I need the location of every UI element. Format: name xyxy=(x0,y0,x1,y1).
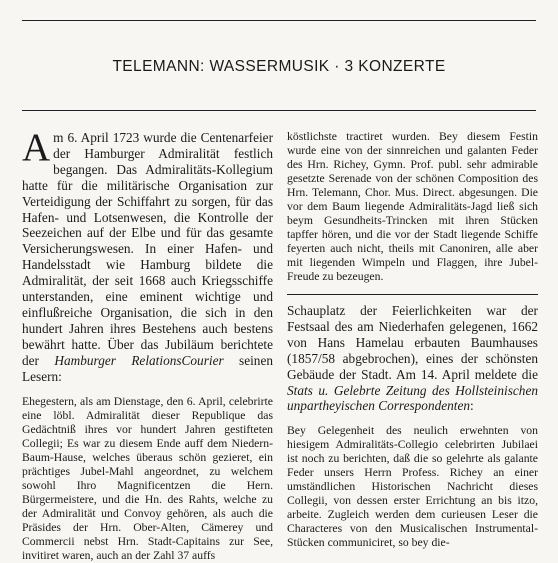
middle-text-end: : xyxy=(470,398,474,414)
quote-paragraph: Ehegestern, als am Dienstage, den 6. April, celebrirte eine löbl. Admiralität dieser Republique das Gedächtniß ihres vor hundert Jahren gestifteten Collegii; Es war zu diesem Ende auff dem Niedern-Baum-Hause, welches überaus schön gezieret, ein prächtiges Jubel-Mahl angeordnet, zu welchem sowohl Ihro Magnificentzen die Hern. Bürgermeistere, und die Hn. des Rahts, welche zu der Admiralität und Convoy gehören, als auch die Präsides der Hrn. Ober-Alten, Cämerey und Commercii nebst Hrn. Stadt-Capitains zur See, invitiret waren, auch an der Zahl 37 auffs xyxy=(22,394,273,562)
middle-text: Schauplatz der Feierlichkeiten war der Festsaal des am Niederhafen gelegenen, 1662 von Hans Hamelau erbauten Baumhauses (1857/58 abgebrochen), eines der schönsten Gebäude der Stadt. Am 14. April meldete die xyxy=(287,303,538,382)
title-underline-rule xyxy=(22,110,536,111)
intro-text-end: seinen Lesern: xyxy=(22,352,274,384)
drop-cap: A xyxy=(22,126,51,169)
intro-paragraph xyxy=(22,126,274,385)
top-rule xyxy=(22,20,536,21)
middle-source-title: Stats u. Gelebrte Zeitung des Hollsteinischen unpartheyischen Correspondenten xyxy=(287,382,538,414)
left-column xyxy=(22,126,274,563)
right-column xyxy=(287,130,538,550)
page-title: TELEMANN: WASSERMUSIK · 3 KONZERTE xyxy=(112,58,446,75)
intro-text: m 6. April 1723 wurde die Centenarfeier der Hamburger Admiralität festlich begangen. Das Admiralitäts-Kollegium hatte für die militärische Organisation zur Verteidigung der Schiffahrt zu sorgen, für das Hafen- und Lotsenwesen, die Kontrolle der Seezeichen auf der Elbe und für das gesamte Versicherungswesen. In einer Hafen- und Handelsstadt wie Hamburg bildete die Admiralität, der seit 1668 auch Kriegsschiffe unterstanden, eine eminent wichtige und einflußreiche Organisation, die sich in den hundert Jahren ihres Bestehens auch bestens bewährt hatte. Über das Jubiläum berichtete der xyxy=(22,130,273,368)
middle-paragraph xyxy=(287,303,538,414)
quote-continuation-paragraph: köstlichste tractiret wurden. Bey diesem Festin wurde eine von der sinnreichen und galanten Feder des Hrn. Richey, Gymn. Prof. publ. sehr admirable gesetzte Serenade von der schönen Composition des Hrn. Telemann, Chor. Mus. Direct. abgesungen. Die vor dem Baum liegende Admiralitäts-Jagd ließ sich beym Gesundheits-Trincken mit ihren Stücken tapffer hören, und die vor der Stadt liegende Schiffe feyerten auch nicht, theils mit Canoniren, alle aber mit liegenden Wimpeln und Flaggen, ihre Jubel-Freude zu bezeugen. xyxy=(287,130,538,283)
intro-source-title: Hamburger RelationsCourier xyxy=(54,352,224,368)
section-rule xyxy=(287,294,538,295)
second-quote-paragraph: Bey Gelegenheit des neulich erwehnten von hiesigem Admiralitäts-Collegio celebrirten Jubilaei ist noch zu berichten, daß die so gelehrte als galante Feder unsers Herrn Profess. Richey an einer umständlichen Historischen Nachricht dieses Collegii, von dessen erster Errichtung an bis itzo, arbeite. Zugleich werden dem curieusen Leser die Characteres von den Musicalischen Instrumental-Stücken communiciret, so bey die- xyxy=(287,424,538,550)
